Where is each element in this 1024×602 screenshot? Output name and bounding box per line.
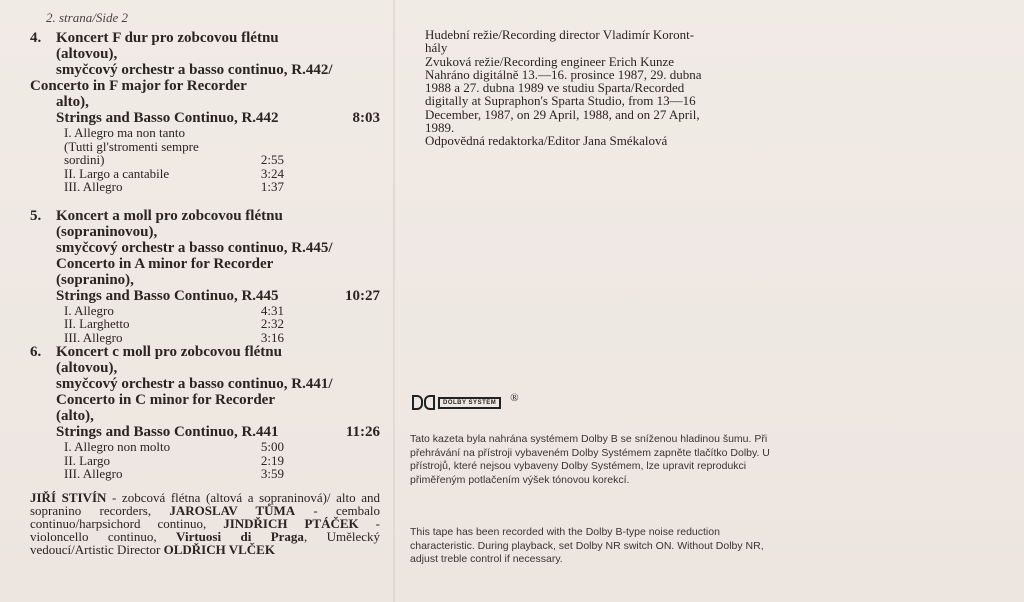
credit-name: JAROSLAV TŮMA: [169, 502, 296, 518]
movement-row: [64, 304, 284, 318]
movement-name: I. Allegro: [64, 302, 114, 318]
movement-time: 1:37: [260, 179, 284, 194]
production-line: digitally at Supraphon's Sparta Studio, from 13—16: [425, 93, 696, 109]
credit-name: JIŘÍ STIVÍN: [30, 489, 107, 505]
movement-list: [64, 304, 284, 345]
movement-name: II. Largo: [64, 452, 110, 468]
movement-name: I. Allegro non molto: [64, 439, 171, 454]
track-list: [30, 30, 380, 481]
track-title-line: Koncert c moll pro zobcovou flétnu: [56, 344, 282, 360]
production-line: Zvuková režie/Recording engineer Erich Kunze: [425, 53, 675, 69]
track-main-title: Strings and Basso Continuo, R.441: [56, 424, 279, 440]
track-title-line: Concerto in C minor for Recorder: [56, 392, 275, 408]
track-duration: 11:26: [345, 424, 380, 440]
movement-row: [64, 331, 284, 345]
dolby-notice-english: This tape has been recorded with the Dolby B-type noise reduction characteristic. During playback, set Dolby NR switch ON. Without Dolby NR, adjust treble control if necessary.: [410, 526, 764, 565]
movement-time: 3:59: [260, 466, 284, 481]
movement-name: I. Allegro ma non tanto: [64, 125, 185, 140]
track-title-line: Koncert a moll pro zobcovou flétnu: [56, 207, 283, 224]
track-number: 6.: [30, 344, 42, 360]
movement-name: sordini): [64, 152, 105, 167]
credit-name: JINDŘICH PTÁČEK: [223, 515, 359, 531]
production-line: December, 1987, on 29 April, 1988, and on 27 April,: [425, 106, 700, 122]
side-label: 2. strana/Side 2: [46, 10, 128, 25]
movement-name: III. Allegro: [64, 466, 123, 481]
track-title-line: alto),: [56, 94, 89, 110]
track-duration: 10:27: [345, 287, 380, 304]
credit-name: Virtuosi di Praga: [176, 529, 304, 545]
movement-time: 4:31: [260, 302, 284, 318]
fold-line: [393, 0, 395, 602]
movement-row: [64, 454, 284, 468]
track-title-line: (altovou),: [56, 360, 118, 376]
credit-text: - cembalo continuo/harpsichord continuo,: [30, 502, 380, 531]
track-title-line: (sopranino),: [56, 271, 134, 288]
dolby-notice-czech: Tato kazeta byla nahrána systémem Dolby B se sníženou hladinou šumu. Při přehrávání na přístroji vybaveném Dolby Systémem zapněte tlačítko Dolby. U přístrojů, které nejsou vybaveny Dolby Systémem, lze upravit reprodukci přiměřeným potlačením výšek tónovou korekcí.: [410, 433, 770, 486]
credit-name: OLDŘICH VLČEK: [163, 542, 275, 558]
track-main-title: Strings and Basso Continuo, R.445: [56, 287, 279, 304]
track-title-line: Concerto in A minor for Recorder: [56, 255, 274, 272]
track-title-line: (alto),: [56, 408, 94, 424]
performer-credits: [30, 491, 380, 557]
track-duration: 8:03: [352, 110, 380, 126]
track-5: [30, 208, 380, 345]
dolby-system-label: DOLBY SYSTEM: [438, 397, 501, 409]
credit-text: - violoncello continuo,: [30, 515, 380, 545]
registered-mark: ®: [510, 391, 519, 404]
track-title-line: smyčcový orchestr a basso continuo, R.445/: [56, 239, 333, 256]
movement-row: [64, 467, 284, 481]
track-title-line: Koncert F dur pro zobcovou flétnu: [56, 30, 279, 46]
movement-name: III. Allegro: [64, 329, 123, 345]
movement-row: [64, 126, 284, 140]
movement-time: 5:00: [260, 439, 284, 454]
movement-time: 3:16: [260, 329, 284, 345]
movement-time: 2:32: [260, 316, 284, 331]
movement-name: III. Allegro: [64, 179, 123, 194]
track-main-title: Strings and Basso Continuo, R.442: [56, 110, 279, 126]
dolby-logo: [412, 391, 519, 410]
movement-row: [64, 317, 284, 331]
movement-row: [64, 180, 284, 194]
movement-time: 2:19: [260, 452, 284, 468]
track-number: 4.: [30, 30, 42, 46]
track-number: 5.: [30, 207, 42, 224]
production-credits: [425, 28, 755, 148]
double-d-icon: [412, 395, 435, 410]
production-line: 1989.: [425, 120, 455, 136]
movement-row: [64, 153, 284, 167]
track-4: [30, 30, 380, 194]
movement-name: II. Largo a cantabile: [64, 165, 170, 181]
movement-name: II. Larghetto: [64, 316, 130, 331]
tracklist-column: [30, 10, 380, 557]
track-6: [30, 344, 380, 481]
production-line: Nahráno digitálně 13.—16. prosince 1987, 29. dubna: [425, 66, 702, 82]
track-title-line: (sopraninovou),: [56, 223, 158, 240]
production-line: Odpovědná redaktorka/Editor Jana Smékalová: [425, 133, 668, 149]
production-line: 1988 a 27. dubna 1989 ve studiu Sparta/Recorded: [425, 80, 685, 96]
movement-row: [64, 440, 284, 454]
production-line: Hudební režie/Recording director Vladimír Koront-: [425, 27, 695, 42]
movement-name: (Tutti gl'stromenti sempre: [64, 138, 199, 154]
credit-text: - zobcová flétna (altová a sopraninová)/ alto and sopranino recorders,: [30, 489, 380, 518]
movement-list: [64, 440, 284, 481]
movement-time: 3:24: [260, 165, 284, 181]
production-line: hály: [425, 40, 448, 56]
movement-row: [64, 140, 284, 154]
movement-row: [64, 167, 284, 181]
credit-text: , Umělecký vedoucí/Artistic Director: [30, 529, 381, 558]
movement-time: 2:55: [260, 152, 284, 167]
track-title-line: (altovou),: [56, 46, 118, 62]
track-title-line: Concerto in F major for Recorder: [30, 78, 247, 94]
track-title-line: smyčcový orchestr a basso continuo, R.441/: [56, 376, 333, 392]
track-title-line: smyčcový orchestr a basso continuo, R.442/: [56, 62, 333, 78]
movement-list: [64, 126, 284, 194]
